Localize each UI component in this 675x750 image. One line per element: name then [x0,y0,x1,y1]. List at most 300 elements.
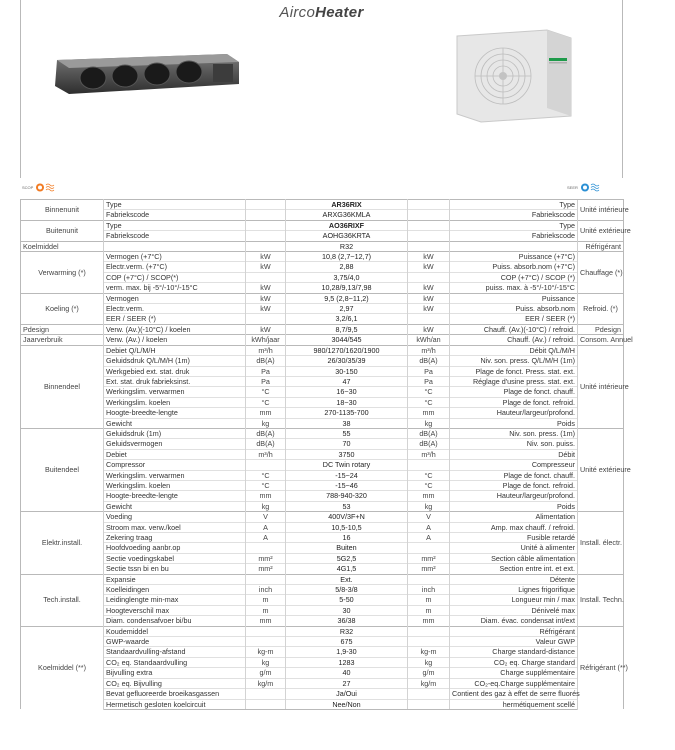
row-unit: kW [246,293,286,303]
group-label-fr: Install. Techn. [578,574,624,626]
row-label-fr: EER / SEER (*) [450,314,578,324]
row-unit-fr: kW [408,283,450,293]
row-label-nl: verm. max. bij -5°/-10°/-15°C [104,283,246,293]
table-row [21,387,624,397]
row-value: Ext. [286,574,408,584]
row-label-nl: Debiet [104,449,246,459]
row-label-fr: Compresseur [450,460,578,470]
row-unit-fr: kg [408,418,450,428]
row-value: 3750 [286,449,408,459]
row-value: 5-50 [286,595,408,605]
row-value: AOHG36KRTA [286,231,408,241]
brand-name-part2: Heater [315,4,364,21]
table-row [21,522,624,532]
table-row [21,491,624,501]
row-label-nl: Geluidsdruk (1m) [104,428,246,438]
row-unit-fr: mm² [408,553,450,563]
spec-table-body [21,200,633,710]
group-label-fr: Unité extérieure [578,220,624,241]
row-unit [246,689,286,699]
row-unit [246,200,286,210]
row-unit: kg-m [246,647,286,657]
row-unit-fr: °C [408,387,450,397]
row-unit: g/m [246,668,286,678]
row-unit [246,574,286,584]
row-label-fr: Fabriekscode [450,210,578,220]
table-row [21,626,624,636]
row-label-nl: Hoogte-breedte-lengte [104,408,246,418]
group-label-nl: Elektr.install. [21,512,104,574]
row-value: 1283 [286,657,408,667]
table-row [21,574,624,584]
group-label-nl: Pdesign [21,324,104,334]
row-value: 10,8 (2,7~12,7) [286,252,408,262]
group-label-nl: Jaarverbruik [21,335,104,345]
row-label-fr: Section entre int. et ext. [450,564,578,574]
row-unit: kW [246,324,286,334]
row-unit-fr: m³/h [408,345,450,355]
row-value: 30 [286,605,408,615]
row-label-nl: Vermogen [104,293,246,303]
table-row [21,200,624,210]
row-unit: kW [246,304,286,314]
table-row [21,543,624,553]
group-label-nl: Koeling (*) [21,293,104,324]
row-unit: m³/h [246,449,286,459]
row-unit [246,314,286,324]
group-label-nl: Binnendeel [21,345,104,428]
row-unit-fr: kW [408,262,450,272]
table-row [21,345,624,355]
row-label-nl: Verw. (Av.)(-10°C) / koelen [104,324,246,334]
row-unit: A [246,533,286,543]
row-label-fr: Type [450,200,578,210]
row-value: 38 [286,418,408,428]
row-label-fr: Plage de fonct. refroid. [450,480,578,490]
row-label-nl: Type [104,220,246,230]
row-label-nl: Verw. (Av.) / koelen [104,335,246,345]
table-row [21,689,624,699]
row-unit-fr [408,200,450,210]
row-unit: kW [246,252,286,262]
row-unit-fr [408,637,450,647]
row-label-fr: Charge supplémentaire [450,668,578,678]
row-unit: mm [246,616,286,626]
row-value: 675 [286,637,408,647]
row-value: 30-150 [286,366,408,376]
row-label-fr: Type [450,220,578,230]
row-label-fr: Section câble alimentation [450,553,578,563]
row-label-fr: Chauff. (Av.)(-10°C) / refroid. [450,324,578,334]
row-unit: kW [246,262,286,272]
row-unit [246,637,286,647]
row-label-fr [450,241,578,251]
table-row [21,397,624,407]
row-label-nl: GWP-waarde [104,637,246,647]
row-label-fr: Chauff. (Av.) / refroid. [450,335,578,345]
row-label-nl: Werkingslim. koelen [104,397,246,407]
row-value: 16~30 [286,387,408,397]
group-label-fr: Réfrigérant [578,241,624,251]
row-unit-fr [408,626,450,636]
row-label-fr: Fusible retardé [450,533,578,543]
row-label-nl: Ext. stat. druk fabrieksinst. [104,376,246,386]
table-row [21,637,624,647]
row-unit: mm [246,408,286,418]
row-unit: m³/h [246,345,286,355]
row-value: 2,88 [286,262,408,272]
row-label-fr: Niv. son. press. (1m) [450,428,578,438]
table-row [21,356,624,366]
row-label-nl: Werkingslim. koelen [104,480,246,490]
brand-name-part1: Airco [279,4,316,21]
table-row [21,304,624,314]
row-value: -15~46 [286,480,408,490]
row-unit: kg [246,501,286,511]
row-value: 9,5 (2,8~11,2) [286,293,408,303]
row-unit-fr: dB(A) [408,356,450,366]
row-label-nl: Hermetisch gesloten koelcircuit [104,699,246,709]
row-label-nl: Hoogteverschil max [104,605,246,615]
row-label-fr: Contient des gaz à effet de serre fluorés [450,689,578,699]
row-label-fr: Puiss. absorb.nom (+7°C) [450,262,578,272]
row-label-fr: Alimentation [450,512,578,522]
table-row [21,480,624,490]
row-value: 4G1,5 [286,564,408,574]
row-value: AR36RIX [286,200,408,210]
row-value: Buiten [286,543,408,553]
row-unit-fr: °C [408,397,450,407]
row-unit: kg [246,657,286,667]
row-label-fr: CO₂ eq. Charge standard [450,657,578,667]
row-unit-fr [408,272,450,282]
row-value: 16 [286,533,408,543]
row-label-nl: EER / SEER (*) [104,314,246,324]
row-unit [246,210,286,220]
row-label-fr: hermétiquement scellé [450,699,578,709]
group-label-fr: Réfrigérant (**) [578,626,624,709]
row-label-nl: Werkgebied ext. stat. druk [104,366,246,376]
row-value: R32 [286,626,408,636]
row-unit: Pa [246,376,286,386]
row-value: 36/38 [286,616,408,626]
row-unit-fr: mm [408,616,450,626]
row-value: 26/30/35/39 [286,356,408,366]
table-row [21,470,624,480]
row-label-nl: Hoogte-breedte-lengte [104,491,246,501]
row-unit-fr: A [408,533,450,543]
seer-badge [567,183,608,192]
row-value: 40 [286,668,408,678]
row-label-fr: Poids [450,501,578,511]
row-label-nl: CO₂ eq. Standaardvulling [104,657,246,667]
row-value: 10,5-10,5 [286,522,408,532]
row-unit [246,543,286,553]
row-label-fr: Hauteur/largeur/profond. [450,491,578,501]
table-row [21,335,624,345]
row-unit-fr: kW [408,304,450,314]
group-label-fr: Unité intérieure [578,200,624,221]
row-unit: °C [246,470,286,480]
row-label-fr: Plage de fonct. Press. stat. ext. [450,366,578,376]
row-label-fr: Puissance [450,293,578,303]
row-label-nl: Leidinglengte min-max [104,595,246,605]
row-label-nl: Bijvulling extra [104,668,246,678]
row-value: 47 [286,376,408,386]
row-value: AO36RIXF [286,220,408,230]
table-row [21,699,624,709]
row-unit: Pa [246,366,286,376]
table-row [21,616,624,626]
row-unit: mm [246,491,286,501]
row-label-fr: Puissance (+7°C) [450,252,578,262]
row-value: Nee/Non [286,699,408,709]
row-value: 980/1270/1620/1900 [286,345,408,355]
table-row [21,678,624,688]
row-unit: m [246,595,286,605]
row-label-nl: Werkingslim. verwarmen [104,470,246,480]
table-row [21,220,624,230]
row-label-fr: Amp. max chauff. / refroid. [450,522,578,532]
row-unit [246,460,286,470]
group-label-nl: Binnenunit [21,200,104,221]
row-label-fr: Réfrigérant [450,626,578,636]
table-row [21,314,624,324]
row-label-nl: Sectie voedingskabel [104,553,246,563]
table-row [21,439,624,449]
row-label-fr: Dénivelé max [450,605,578,615]
table-row [21,210,624,220]
row-label-fr: Lignes frigorifique [450,585,578,595]
row-label-nl: COP (+7°C) / SCOP(*) [104,272,246,282]
row-value: 5/8-3/8 [286,585,408,595]
row-label-fr: Valeur GWP [450,637,578,647]
row-unit-fr: g/m [408,668,450,678]
row-label-fr: Fabriekscode [450,231,578,241]
row-unit-fr: kW [408,324,450,334]
row-unit: kg/m [246,678,286,688]
row-value: 27 [286,678,408,688]
row-value: 10,28/9,13/7,98 [286,283,408,293]
row-label-fr: puiss. max. à -5°/-10°/-15°C [450,283,578,293]
row-label-fr: CO₂-eq.Charge supplémentaire [450,678,578,688]
row-label-fr: Plage de fonct. refroid. [450,397,578,407]
row-unit-fr: inch [408,585,450,595]
row-label-nl [104,241,246,251]
row-label-nl: Vermogen (+7°C) [104,252,246,262]
brand-logo [21,4,622,21]
row-label-nl: Fabriekscode [104,210,246,220]
table-row [21,231,624,241]
row-label-nl: Hoofdvoeding aanbr.op [104,543,246,553]
row-label-nl: Diam. condensafvoer bi/bu [104,616,246,626]
table-row [21,553,624,563]
row-unit [246,241,286,251]
table-row [21,324,624,334]
row-unit-fr: kg [408,501,450,511]
row-unit: mm² [246,553,286,563]
row-unit-fr [408,231,450,241]
table-row [21,657,624,667]
scop-badge [22,183,63,192]
table-row [21,418,624,428]
row-label-nl: Compressor [104,460,246,470]
row-unit: inch [246,585,286,595]
table-row [21,283,624,293]
row-label-fr: Hauteur/largeur/profond. [450,408,578,418]
row-label-nl: Werkingslim. verwarmen [104,387,246,397]
row-label-nl: Koudemiddel [104,626,246,636]
indoor-unit-image [51,54,241,96]
group-label-nl: Buitendeel [21,428,104,511]
row-unit-fr [408,220,450,230]
row-unit: mm² [246,564,286,574]
row-label-nl: Geluidsvermogen [104,439,246,449]
group-label-nl: Verwarming (*) [21,252,104,294]
group-label-fr: Install. électr. [578,512,624,574]
row-unit: °C [246,387,286,397]
group-label-fr: Pdesign [578,324,624,334]
row-value: 400V/3F+N [286,512,408,522]
row-unit-fr: Pa [408,366,450,376]
row-unit-fr: dB(A) [408,428,450,438]
table-row [21,585,624,595]
table-row [21,293,624,303]
group-label-fr: Refroid. (*) [578,293,624,324]
row-unit-fr: m [408,595,450,605]
row-unit: dB(A) [246,439,286,449]
row-value: 3044/545 [286,335,408,345]
cooling-snowflake-icon [580,183,608,192]
table-row [21,668,624,678]
table-row [21,533,624,543]
row-value: 788-940-320 [286,491,408,501]
row-value: 270-1135-700 [286,408,408,418]
row-label-nl: Bevat gefluoreerde broeikasgassen [104,689,246,699]
table-row [21,252,624,262]
table-row [21,408,624,418]
group-label-fr: Chauffage (*) [578,252,624,294]
row-unit-fr: kW [408,293,450,303]
row-unit [246,231,286,241]
row-value: Ja/Oui [286,689,408,699]
row-unit-fr [408,689,450,699]
outdoor-unit-image [451,28,575,124]
row-unit [246,699,286,709]
row-unit: V [246,512,286,522]
row-unit-fr: mm [408,408,450,418]
seer-label: SEER [567,185,578,190]
row-label-nl: Electr.verm. [104,304,246,314]
row-label-fr: Réglage d'usine press. stat. ext. [450,376,578,386]
row-label-fr: Charge standard-distance [450,647,578,657]
row-value: -15~24 [286,470,408,480]
row-value: R32 [286,241,408,251]
table-row [21,605,624,615]
row-value: 53 [286,501,408,511]
row-unit-fr: kg/m [408,678,450,688]
row-label-nl: Standaardvulling-afstand [104,647,246,657]
table-row [21,595,624,605]
group-label-nl: Koelmiddel (**) [21,626,104,709]
row-label-fr: COP (+7°C) / SCOP (*) [450,272,578,282]
row-label-fr: Débit [450,449,578,459]
row-unit: kW [246,283,286,293]
group-label-nl: Buitenunit [21,220,104,241]
row-unit-fr [408,699,450,709]
row-unit-fr [408,574,450,584]
table-row [21,512,624,522]
row-unit-fr: m³/h [408,449,450,459]
row-label-nl: Gewicht [104,501,246,511]
row-label-nl: Debiet Q/L/M/H [104,345,246,355]
row-label-nl: Sectie tssn bi en bu [104,564,246,574]
row-unit-fr [408,210,450,220]
row-unit [246,272,286,282]
table-row [21,428,624,438]
row-value: 2,97 [286,304,408,314]
row-value: 5G2,5 [286,553,408,563]
group-label-fr: Consom. Annuel [578,335,624,345]
row-label-nl: Geluidsdruk Q/L/M/H (1m) [104,356,246,366]
row-label-fr: Puiss. absorb.nom [450,304,578,314]
row-label-fr: Niv. son. puiss. [450,439,578,449]
group-label-nl: Koelmiddel [21,241,104,251]
row-unit: m [246,605,286,615]
row-label-fr: Détente [450,574,578,584]
row-unit-fr: V [408,512,450,522]
row-unit: dB(A) [246,428,286,438]
row-unit-fr: Pa [408,376,450,386]
row-unit-fr [408,460,450,470]
row-unit-fr: °C [408,480,450,490]
row-unit-fr: °C [408,470,450,480]
row-label-nl: Expansie [104,574,246,584]
row-unit-fr [408,314,450,324]
group-label-nl: Tech.install. [21,574,104,626]
row-unit: °C [246,397,286,407]
group-label-fr: Unité intérieure [578,345,624,428]
row-label-fr: Diam. évac. condensat int/ext [450,616,578,626]
table-row [21,376,624,386]
row-label-nl: Zekering traag [104,533,246,543]
row-label-nl: Type [104,200,246,210]
row-unit-fr: dB(A) [408,439,450,449]
row-label-fr: Poids [450,418,578,428]
row-label-nl: Voeding [104,512,246,522]
table-row [21,241,624,251]
row-unit-fr [408,241,450,251]
row-label-fr: Débit Q/L/M/H [450,345,578,355]
row-value: ARXG36KMLA [286,210,408,220]
row-label-fr: Plage de fonct. chauff. [450,387,578,397]
row-unit: kWh/jaar [246,335,286,345]
row-value: 18~30 [286,397,408,407]
table-row [21,366,624,376]
row-unit [246,626,286,636]
table-row [21,449,624,459]
row-label-nl: CO₂ eq. Bijvulling [104,678,246,688]
table-row [21,272,624,282]
row-unit-fr: kW [408,252,450,262]
row-unit-fr: kg-m [408,647,450,657]
row-unit: °C [246,480,286,490]
row-value: 3,75/4,0 [286,272,408,282]
table-row [21,564,624,574]
row-unit-fr: kg [408,657,450,667]
row-label-fr: Unité à alimenter [450,543,578,553]
row-unit-fr: kWh/an [408,335,450,345]
